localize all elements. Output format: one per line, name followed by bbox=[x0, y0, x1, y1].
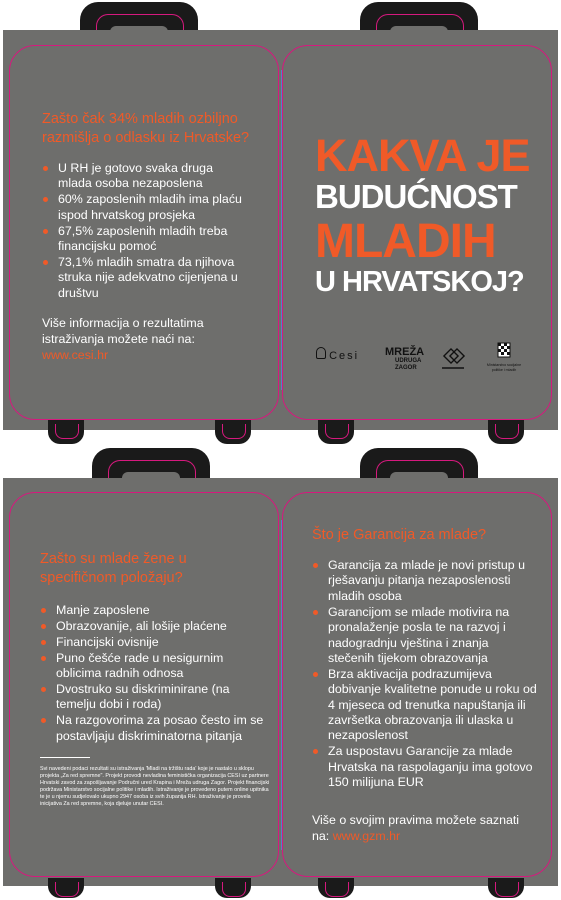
wheel bbox=[48, 420, 84, 444]
wheel bbox=[215, 878, 251, 898]
list-item: Puno češće rade u nesigurnim oblicima radnih odnosa bbox=[40, 651, 270, 682]
panel1-info-text: Više informacija o rezultatima istraživanja možete naći na: bbox=[42, 316, 204, 346]
list-item: Brza aktivacija podrazumijeva dobivanje kvalitetne ponude u roku od 4 mjeseca od trenutka napuštanja ili završetka obrazovanja ili ulaska u nezaposlenost bbox=[312, 667, 537, 744]
croatian-coat-of-arms-icon bbox=[497, 342, 511, 358]
mreza-logo-line2: UDRUGA bbox=[395, 358, 422, 364]
footnote-divider bbox=[40, 757, 90, 758]
hzz-logo-icon bbox=[438, 346, 468, 370]
panel1-heading: Zašto čak 34% mladih ozbiljno razmišlja o odlasku iz Hrvatske? bbox=[42, 111, 250, 146]
ministry-logo bbox=[484, 342, 524, 372]
panel1-info bbox=[42, 315, 242, 363]
fold-line-bottom bbox=[281, 520, 282, 850]
wheel bbox=[318, 420, 354, 444]
list-item: Garancija za mlade je novi pristup u rješavanju pitanja nezaposlenosti mladih osoba bbox=[312, 558, 537, 604]
list-item: 60% zaposlenih mladih ima plaću ispod hrvatskog prosjeka bbox=[42, 192, 242, 223]
footnote-text: Svi navedeni podaci rezultati su istraživanja 'Mladi na tržištu rada' koje je nastalo u sklopu projekta „Za red spremne". Projekt provodi nevladina feministička organizacija CESI uz partnere Hrvatski zavod za zapošljavanje Područni ured Krapina i Mreža udruga Zagor. Projekt financijski podržava Ministarstvo socijalne politike i mladih. Istraživanje je provedeno putem online upitnika te je u njemu sudjelovalo ukupno 2947 osoba iz svih županija RH. Istraživanje je provela inicijativa Za red spremne, koja djeluje unutar CESI. bbox=[40, 766, 270, 807]
list-item: Dvostruko su diskriminirane (na temelju dobi i roda) bbox=[40, 682, 270, 713]
list-item: Financijski ovisnije bbox=[40, 635, 270, 650]
title-line-4: U HRVATSKOJ? bbox=[315, 266, 524, 298]
list-item: Za uspostavu Garancije za mlade Hrvatska na raspolaganju ima gotovo 150 milijuna EUR bbox=[312, 744, 537, 790]
mreza-logo-line3: ZAGOR bbox=[395, 365, 417, 371]
panel4-info-text: Više o svojim pravima možete saznati na: bbox=[312, 813, 520, 843]
wheel bbox=[215, 420, 251, 444]
panel3-bullet-list bbox=[40, 603, 270, 745]
title-line-2: BUDUĆNOST bbox=[315, 178, 517, 215]
list-item: U RH je gotovo svaka druga mlada osoba nezaposlena bbox=[42, 161, 242, 192]
list-item: Manje zaposlene bbox=[40, 603, 270, 618]
wheel bbox=[488, 420, 524, 444]
wheel bbox=[318, 878, 354, 898]
panel3-heading: Zašto su mlade žene u specifičnom položaju? bbox=[40, 551, 187, 586]
list-item: Garancijom se mlade motivira na pronalaženje posla te na razvoj i nadogradnju vještina i znanja stečenih tijekom obrazovanja bbox=[312, 605, 537, 667]
cesi-link[interactable]: www.cesi.hr bbox=[42, 348, 109, 362]
list-item: 73,1% mladih smatra da njihova struka nije adekvatno cijenjena u društvu bbox=[42, 255, 242, 301]
list-item: Na razgovorima za posao često im se postavljaju diskriminatorna pitanja bbox=[40, 713, 270, 744]
panel4-heading: Što je Garancija za mlade? bbox=[312, 527, 487, 543]
cesi-logo-icon bbox=[316, 347, 326, 359]
list-item: 67,5% zaposlenih mladih treba financijsku pomoć bbox=[42, 224, 242, 255]
ministry-logo-text: Ministarstvo socijalne politike i mladih bbox=[486, 363, 522, 372]
panel4-info bbox=[312, 812, 522, 844]
hzz-logo bbox=[438, 346, 468, 375]
panel1-bullet-list bbox=[42, 161, 242, 302]
title-line-1: KAKVA JE bbox=[315, 130, 530, 181]
list-item: Obrazovanije, ali lošije plaćene bbox=[40, 619, 270, 634]
wheel bbox=[488, 878, 524, 898]
cesi-logo bbox=[316, 347, 359, 362]
title-line-3: MLADIH bbox=[315, 215, 496, 268]
gzm-link[interactable]: www.gzm.hr bbox=[332, 829, 401, 843]
panel4-bullet-list bbox=[312, 558, 537, 791]
wheel bbox=[48, 878, 84, 898]
cesi-logo-text: Cesi bbox=[329, 350, 360, 362]
fold-line-top bbox=[281, 70, 282, 390]
mreza-zagor-logo bbox=[385, 347, 424, 372]
mreza-logo-line1: MREŽA bbox=[385, 346, 425, 358]
